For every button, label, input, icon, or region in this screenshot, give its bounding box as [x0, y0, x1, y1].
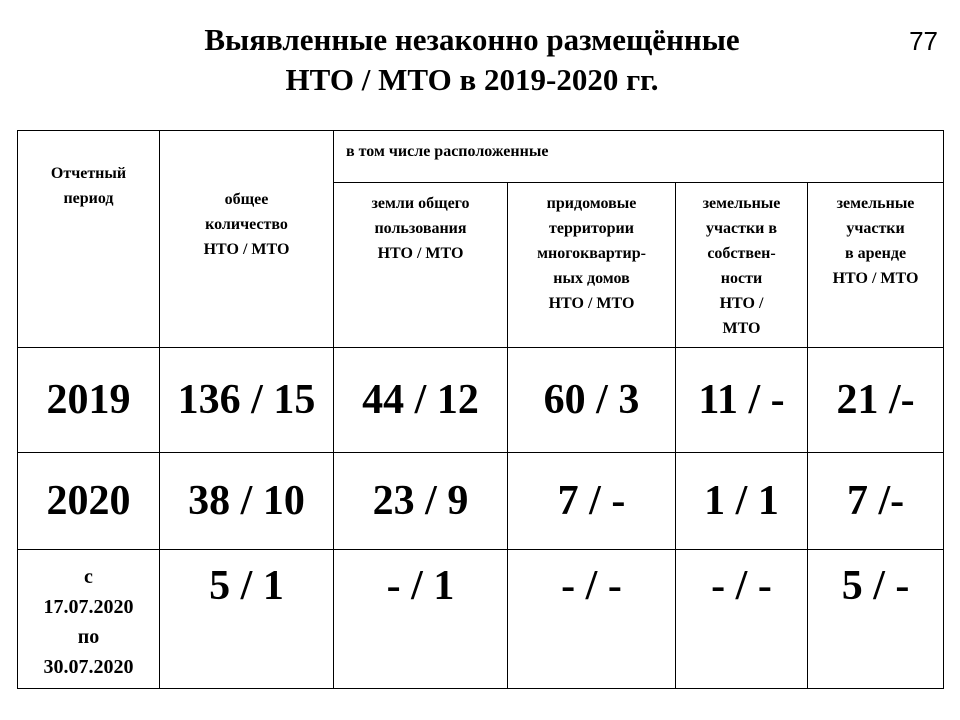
header-line: собствен- [707, 245, 776, 262]
cell-owned-plots: 1 / 1 [676, 453, 808, 550]
cell-total: 38 / 10 [160, 453, 334, 550]
header-period [18, 131, 160, 348]
header-line: земельные [836, 195, 915, 212]
cell-leased-plots: 21 /- [808, 348, 944, 453]
header-line: МТО [722, 320, 761, 337]
header-total [160, 131, 334, 348]
cell-adjacent-territories: 60 / 3 [508, 348, 676, 453]
table-row [18, 453, 944, 550]
header-line: придомовые [546, 195, 637, 212]
header-line: ных домов [553, 270, 630, 287]
cell-period: 2020 [18, 453, 160, 550]
report-table [17, 130, 944, 689]
header-line: участки [846, 220, 905, 237]
cell-period [18, 550, 160, 689]
header-line: участки в [705, 220, 778, 237]
period-line: по [77, 626, 100, 648]
period-line: 17.07.2020 [43, 596, 134, 618]
table-row [18, 348, 944, 453]
header-leased-plots [808, 183, 944, 348]
header-total-line: НТО / МТО [203, 241, 290, 258]
page-number: 77 [909, 26, 938, 56]
header-line: НТО / [719, 295, 764, 312]
header-public-land [334, 183, 508, 348]
header-group: в том числе расположенные [334, 131, 944, 183]
cell-owned-plots: - / - [676, 550, 808, 689]
header-line: пользования [374, 220, 467, 237]
cell-period: 2019 [18, 348, 160, 453]
cell-adjacent-territories: - / - [508, 550, 676, 689]
page-title [0, 20, 944, 100]
cell-leased-plots: 5 / - [808, 550, 944, 689]
header-owned-plots [676, 183, 808, 348]
header-line: в аренде [844, 245, 907, 262]
header-line: земельные [702, 195, 781, 212]
header-period-line: период [63, 190, 114, 207]
header-line: земли общего [371, 195, 470, 212]
cell-leased-plots: 7 /- [808, 453, 944, 550]
header-line: ности [720, 270, 763, 287]
period-line: 30.07.2020 [43, 656, 134, 678]
title-line-1: Выявленные незаконно размещённые [204, 22, 740, 57]
cell-public-land: 23 / 9 [334, 453, 508, 550]
header-total-line: количество [205, 216, 288, 233]
header-period-line: Отчетный [50, 165, 127, 182]
table-row [18, 550, 944, 689]
title-line-2: НТО / МТО в 2019-2020 гг. [285, 62, 659, 97]
header-line: территории [549, 220, 634, 237]
period-line: с [84, 566, 93, 588]
cell-public-land: 44 / 12 [334, 348, 508, 453]
header-line: многоквартир- [537, 245, 646, 262]
header-line: НТО / МТО [377, 245, 464, 262]
table-header-row [18, 131, 944, 183]
cell-total: 136 / 15 [160, 348, 334, 453]
header-line: НТО / МТО [548, 295, 635, 312]
header-line: НТО / МТО [832, 270, 919, 287]
header-adjacent-territories [508, 183, 676, 348]
cell-total: 5 / 1 [160, 550, 334, 689]
header-total-line: общее [224, 191, 269, 208]
cell-public-land: - / 1 [334, 550, 508, 689]
cell-owned-plots: 11 / - [676, 348, 808, 453]
cell-adjacent-territories: 7 / - [508, 453, 676, 550]
